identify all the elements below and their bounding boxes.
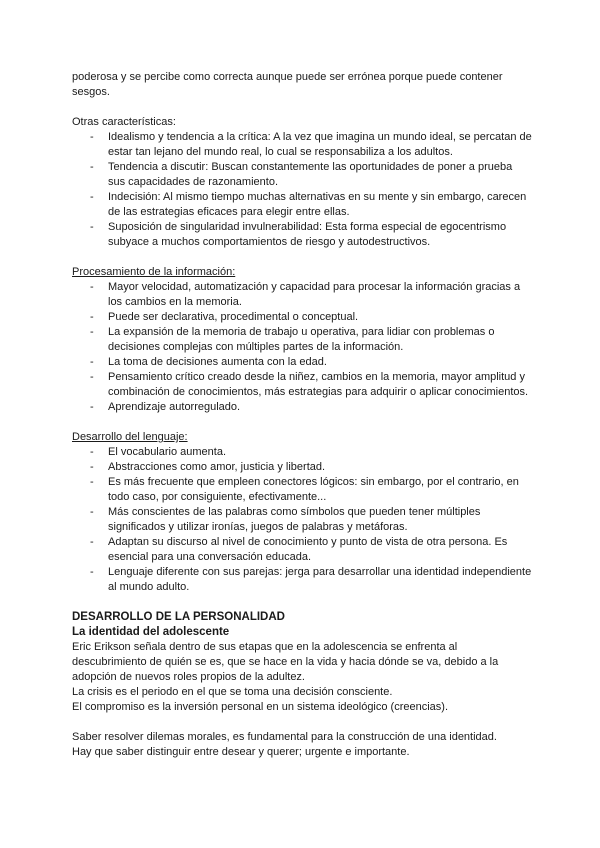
list-item: - Abstracciones como amor, justicia y libertad.: [72, 460, 532, 475]
erikson-paragraph: Eric Erikson señala dentro de sus etapas que en la adolescencia se enfrenta al descubrimiento de quién se es, que se hace en la vida y hacia dónde se va, debido a la adopción de nuevos roles propios de la adultez.: [72, 641, 499, 683]
procesamiento-list: [72, 280, 532, 415]
procesamiento-title: Procesamiento de la información:: [72, 266, 236, 278]
list-item: - Tendencia a discutir: Buscan constantemente las oportunidades de poner a prueba sus capacidades de razonamiento.: [72, 160, 532, 190]
list-item: - Indecisión: Al mismo tiempo muchas alternativas en su mente y sin embargo, carecen de las estrategias eficaces para elegir entre ellas.: [72, 190, 532, 220]
list-item: - La toma de decisiones aumenta con la edad.: [72, 355, 532, 370]
list-item: - Adaptan su discurso al nivel de conocimiento y punto de vista de otra persona. Es esencial para una conversación educada.: [72, 535, 532, 565]
section-heading: DESARROLLO DE LA PERSONALIDAD: [72, 611, 285, 623]
list-item: - Idealismo y tendencia a la crítica: A la vez que imagina un mundo ideal, se percatan de estar tan lejano del mundo real, lo cual se responsabiliza a los adultos.: [72, 130, 532, 160]
section-subheading: La identidad del adolescente: [72, 626, 230, 638]
list-item: - Lenguaje diferente con sus parejas: jerga para desarrollar una identidad independiente al mundo adulto.: [72, 565, 532, 595]
list-item: - Aprendizaje autorregulado.: [72, 400, 532, 415]
lenguaje-title: Desarrollo del lenguaje:: [72, 431, 188, 443]
crisis-paragraph: La crisis es el periodo en el que se toma una decisión consciente.: [72, 686, 393, 698]
otras-title: Otras características:: [72, 116, 176, 128]
dilemas-paragraph: Saber resolver dilemas morales, es fundamental para la construcción de una identidad.: [72, 731, 497, 743]
list-item: - Más conscientes de las palabras como símbolos que pueden tener múltiples significados y utilizar ironías, juegos de palabras y metáforas.: [72, 505, 532, 535]
list-item: - Suposición de singularidad invulnerabilidad: Esta forma especial de egocentrismo subyace a muchos comportamientos de riesgo y autodestructivos.: [72, 220, 532, 250]
list-item: - Mayor velocidad, automatización y capacidad para procesar la información gracias a los cambios en la memoria.: [72, 280, 532, 310]
distinguir-paragraph: Hay que saber distinguir entre desear y querer; urgente e importante.: [72, 746, 410, 758]
lenguaje-list: [72, 445, 532, 595]
otras-list: [72, 130, 532, 250]
list-item: - Es más frecuente que empleen conectores lógicos: sin embargo, por el contrario, en todo caso, por consiguiente, efectivamente...: [72, 475, 532, 505]
compromiso-paragraph: El compromiso es la inversión personal en un sistema ideológico (creencias).: [72, 701, 449, 713]
intro-line-1: poderosa y se percibe como correcta aunque puede ser errónea porque puede contener: [72, 71, 503, 83]
list-item: - La expansión de la memoria de trabajo u operativa, para lidiar con problemas o decisiones complejas con múltiples partes de la información.: [72, 325, 532, 355]
intro-line-2: sesgos.: [72, 86, 110, 98]
list-item: - Puede ser declarativa, procedimental o conceptual.: [72, 310, 532, 325]
list-item: - Pensamiento crítico creado desde la niñez, cambios en la memoria, mayor amplitud y combinación de conocimientos, más estrategias para adquirir o aplicar conocimientos.: [72, 370, 532, 400]
list-item: - El vocabulario aumenta.: [72, 445, 532, 460]
document-page: [72, 70, 532, 760]
